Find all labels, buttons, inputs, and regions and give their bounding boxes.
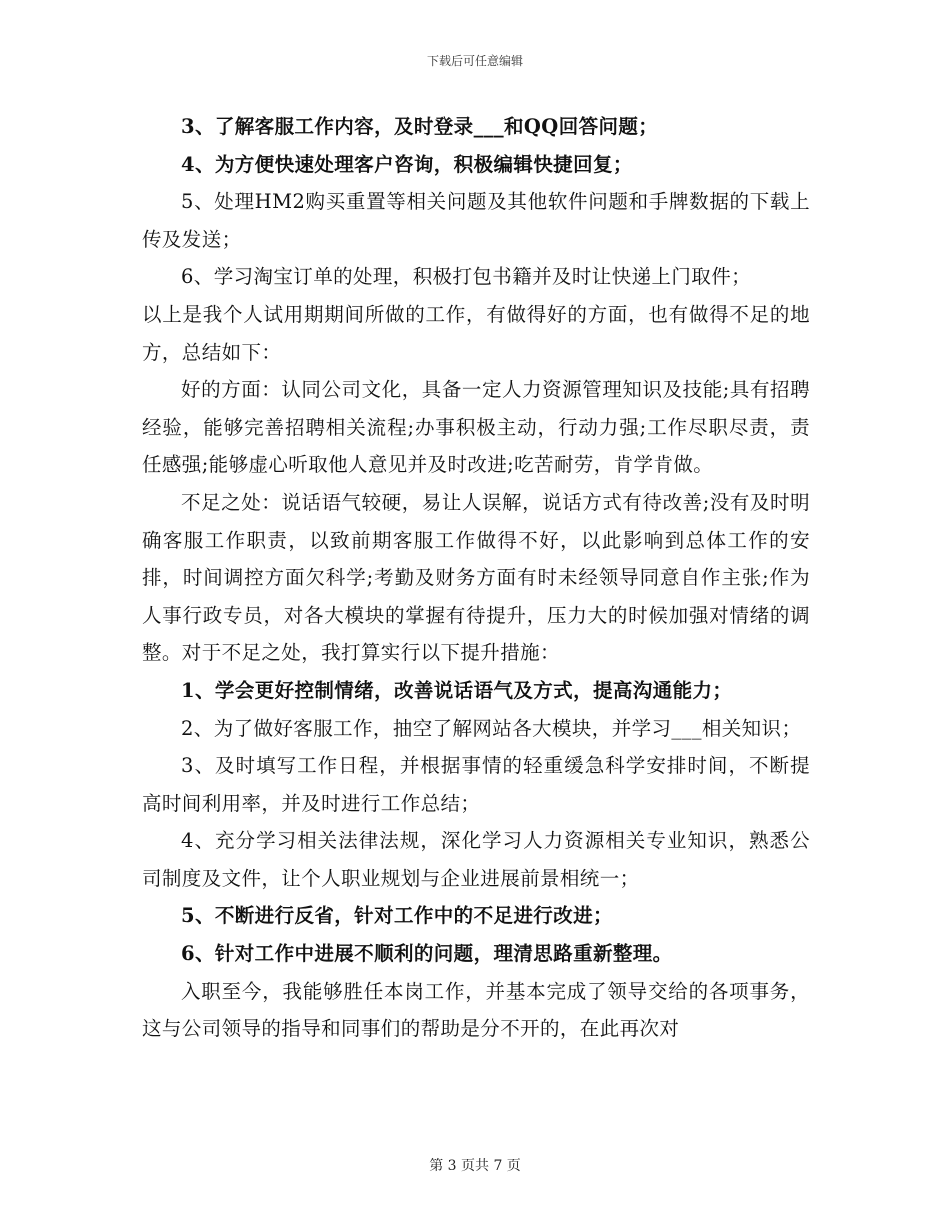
page-header: 下载后可任意编辑 <box>426 54 523 68</box>
paragraph: 3、了解客服工作内容，及时登录___和QQ回答问题； <box>181 115 659 138</box>
paragraph: 入职至今，我能够胜任本岗工作，并基本完成了领导交给的各项事务，这与公司领导的指导和同事们的帮助是分不开的，在此再次对 <box>142 979 810 1041</box>
paragraph: 5、处理HM2购买重置等相关问题及其他软件问题和手牌数据的下载上传及发送； <box>142 190 810 251</box>
paragraph: 4、为方便快速处理客户咨询，积极编辑快捷回复； <box>181 152 633 176</box>
paragraph: 3、及时填写工作日程，并根据事情的轻重缓急科学安排时间，不断提高时间利用率，并及时进行工作总结； <box>142 754 810 815</box>
paragraph: 不足之处：说话语气较硬，易让人误解，说话方式有待改善;没有及时明确客服工作职责，以致前期客服工作做得不好，以此影响到总体工作的安排，时间调控方面欠科学;考勤及财务方面有时未经领导同意自作主张;作为人事行政专员，对各大模块的掌握有待提升，压力大的时候加强对情绪的调整。对于不足之处，我打算实行以下提升措施： <box>142 490 810 665</box>
paragraph: 5、不断进行反省，针对工作中的不足进行改进； <box>181 904 613 928</box>
paragraph: 6、针对工作中进展不顺利的问题，理清思路重新整理。 <box>181 942 673 966</box>
paragraph: 2、为了做好客服工作，抽空了解网站各大模块，并学习___相关知识； <box>181 716 802 740</box>
page-footer: 第 3 页共 7 页 <box>429 1158 521 1174</box>
document-body <box>142 108 810 1048</box>
paragraph: 1、学会更好控制情绪，改善说话语气及方式，提高沟通能力； <box>181 678 733 702</box>
paragraph: 4、充分学习相关法律法规，深化学习人力资源相关专业知识，熟悉公司制度及文件，让个人职业规划与企业进展前景相统一； <box>142 829 810 890</box>
paragraph: 6、学习淘宝订单的处理，积极打包书籍并及时让快递上门取件； <box>181 265 752 289</box>
paragraph: 以上是我个人试用期期间所做的工作，有做得好的方面，也有做得不足的地方，总结如下： <box>142 302 810 364</box>
paragraph: 好的方面：认同公司文化，具备一定人力资源管理知识及技能;具有招聘经验，能够完善招聘相关流程;办事积极主动，行动力强;工作尽职尽责，责任感强;能够虚心听取他人意见并及时改进;吃苦耐劳，肯学肯做。 <box>142 378 810 477</box>
